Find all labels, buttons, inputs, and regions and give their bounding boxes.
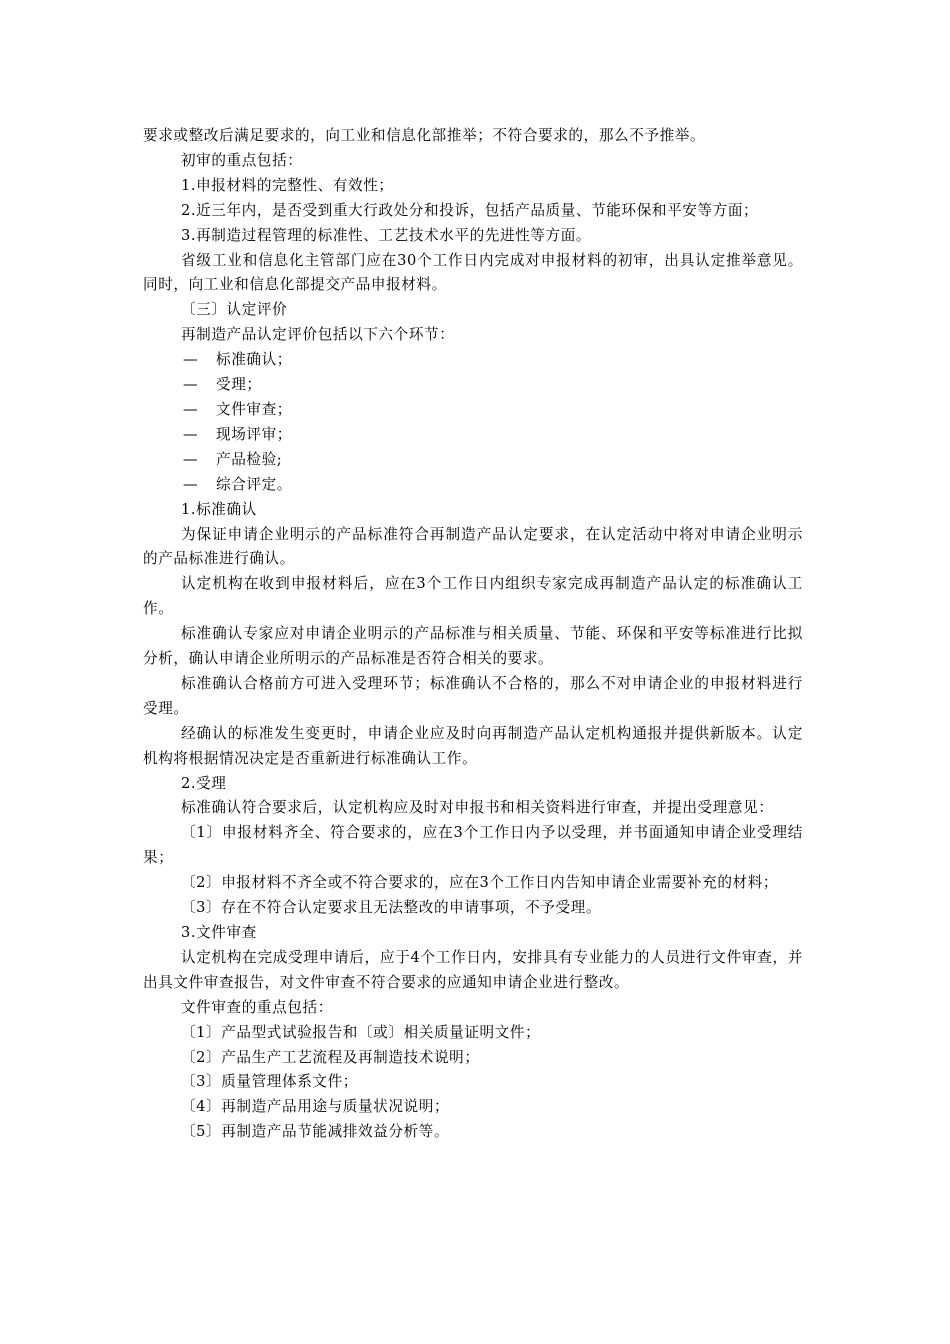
list-item [143,473,803,498]
paragraph: 〔1〕产品型式试验报告和〔或〕相关质量证明文件； [180,1023,541,1041]
paragraph: 〔三〕认定评价 [180,301,288,319]
list-item-text: 文件审查； [216,400,292,418]
dash-bullet: — [183,425,199,443]
paragraph: 经确认的标准发生变更时，申请企业应及时向再制造产品认定机构通报并提供新版本。认定机构将根据情况决定是否重新进行标准确认工作。 [143,724,803,767]
document-page [143,124,803,1145]
list-item [143,373,803,398]
list-item-text: 综合评定。 [216,475,292,493]
paragraph: 〔4〕再制造产品用途与质量状况说明； [180,1098,450,1116]
paragraph: 〔1〕申报材料齐全、符合要求的，应在3个工作日内予以受理，并书面通知申请企业受理结果； [143,824,803,867]
paragraph: 省级工业和信息化主管部门应在30个工作日内完成对申报材料的初审，出具认定推举意见。同时，向工业和信息化部提交产品申报材料。 [143,251,803,294]
paragraph: 3.文件审查 [180,924,257,941]
paragraph: 文件审查的重点包括： [180,998,333,1016]
evaluation-steps-list [143,348,803,497]
dash-bullet: — [183,475,199,493]
paragraph: 2.受理 [180,774,227,792]
body-text-top [143,124,803,348]
paragraph: 1.申报材料的完整性、有效性； [180,176,394,194]
dash-bullet: — [183,351,199,369]
paragraph: 1.标准确认 [180,500,257,518]
body-text-bottom [143,498,803,1146]
paragraph: 3.再制造过程管理的标准性、工艺技术水平的先进性等方面。 [180,226,592,244]
paragraph: 〔3〕质量管理体系文件； [180,1073,358,1091]
paragraph: 认定机构在收到申报材料后，应在3个工作日内组织专家完成再制造产品认定的标准确认工作。 [143,575,803,618]
paragraph: 要求或整改后满足要求的，向工业和信息化部推举；不符合要求的，那么不予推举。 [143,127,706,144]
paragraph: 标准确认合格前方可进入受理环节；标准确认不合格的，那么不对申请企业的申报材料进行受理。 [143,674,803,717]
paragraph: 认定机构在完成受理申请后，应于4个工作日内，安排具有专业能力的人员进行文件审查，并出具文件审查报告，对文件审查不符合要求的应通知申请企业进行整改。 [143,948,803,991]
paragraph: 再制造产品认定评价包括以下六个环节： [180,326,455,344]
list-item [143,398,803,423]
dash-bullet: — [183,400,199,418]
paragraph: 为保证申请企业明示的产品标准符合再制造产品认定要求，在认定活动中将对申请企业明示的产品标准进行确认。 [143,525,803,568]
list-item-text: 受理； [216,376,262,394]
list-item-text: 现场评审； [216,425,292,443]
paragraph: 标准确认专家应对申请企业明示的产品标准与相关质量、节能、环保和平安等标准进行比拟分析，确认申请企业所明示的产品标准是否符合相关的要求。 [143,625,803,668]
paragraph: 初审的重点包括： [180,151,303,169]
list-item-text: 产品检验; [216,450,283,468]
list-item-text: 标准确认； [216,351,292,369]
dash-bullet: — [183,450,199,468]
paragraph: 标准确认符合要求后，认定机构应及时对申报书和相关资料进行审查，并提出受理意见： [180,799,774,817]
paragraph: 〔5〕再制造产品节能减排效益分析等。 [180,1123,450,1141]
paragraph: 〔3〕存在不符合认定要求且无法整改的申请事项，不予受理。 [180,899,602,917]
list-item [143,448,803,473]
list-item [143,348,803,373]
paragraph: 〔2〕申报材料不齐全或不符合要求的，应在3个工作日内告知申请企业需要补充的材料； [180,874,779,892]
list-item [143,423,803,448]
paragraph: 〔2〕产品生产工艺流程及再制造技术说明； [180,1048,480,1066]
dash-bullet: — [183,376,199,394]
paragraph: 2.近三年内，是否受到重大行政处分和投诉，包括产品质量、节能环保和平安等方面； [180,201,759,219]
